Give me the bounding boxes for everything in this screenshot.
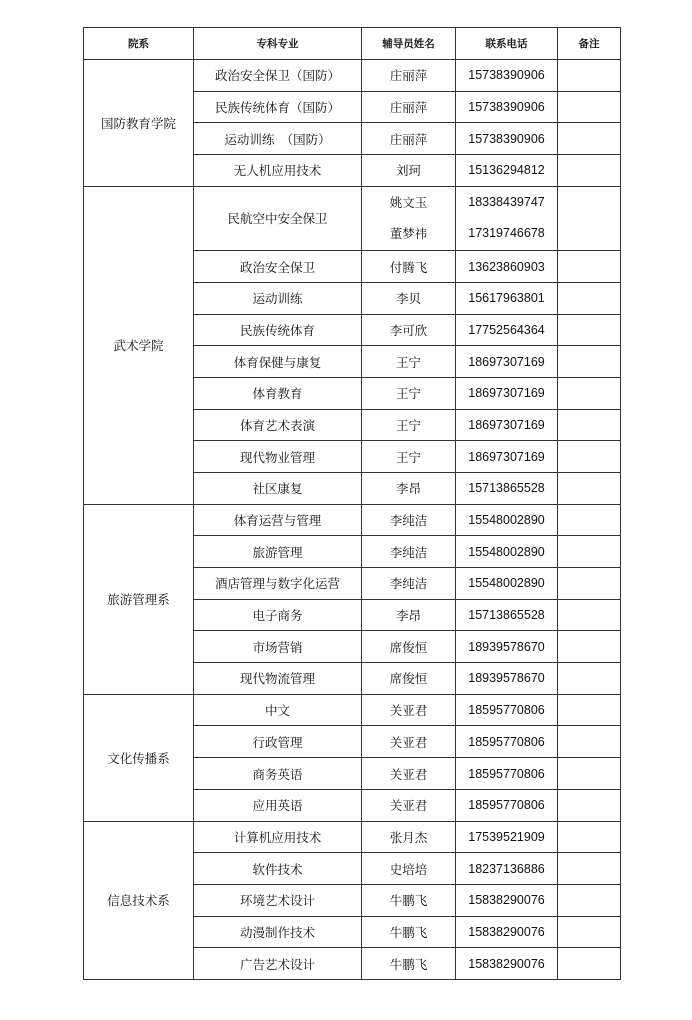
advisor-name: 董梦祎 [389, 226, 428, 242]
note-cell [558, 314, 621, 346]
major-cell: 应用英语 [194, 789, 362, 821]
note-cell [558, 155, 621, 187]
major-cell: 社区康复 [194, 472, 362, 504]
note-cell [558, 884, 621, 916]
phone-cell: 18939578670 [456, 631, 558, 663]
major-cell: 电子商务 [194, 599, 362, 631]
advisor-cell: 庄丽萍 [362, 91, 456, 123]
phone-cell: 15548002890 [456, 568, 558, 600]
header-major: 专科专业 [194, 28, 362, 60]
phone-cell: 18939578670 [456, 663, 558, 695]
phone-cell: 17539521909 [456, 821, 558, 853]
phone-cell: 18595770806 [456, 726, 558, 758]
header-advisor: 辅导员姓名 [362, 28, 456, 60]
major-cell: 体育运营与管理 [194, 504, 362, 536]
major-cell: 酒店管理与数字化运营 [194, 568, 362, 600]
phone-cell: 15713865528 [456, 472, 558, 504]
note-cell [558, 853, 621, 885]
major-cell: 广告艺术设计 [194, 948, 362, 980]
note-cell [558, 916, 621, 948]
advisor-cell: 关亚君 [362, 726, 456, 758]
advisor-cell: 庄丽萍 [362, 123, 456, 155]
phone-cell: 15548002890 [456, 504, 558, 536]
advisor-cell: 史培培 [362, 853, 456, 885]
note-cell [558, 251, 621, 283]
table-body [84, 60, 621, 980]
note-cell [558, 663, 621, 695]
phone-cell: 18697307169 [456, 346, 558, 378]
note-cell [558, 60, 621, 92]
department-cell: 文化传播系 [84, 694, 194, 821]
note-cell [558, 948, 621, 980]
phone-cell: 15617963801 [456, 282, 558, 314]
phone-cell: 18595770806 [456, 789, 558, 821]
advisor-phone: 18338439747 [468, 194, 545, 209]
table-row [84, 694, 621, 726]
note-cell [558, 346, 621, 378]
advisor-cell: 王宁 [362, 377, 456, 409]
department-cell: 旅游管理系 [84, 504, 194, 694]
note-cell [558, 821, 621, 853]
advisor-name: 姚文玉 [389, 194, 428, 210]
advisor-cell: 李昂 [362, 599, 456, 631]
phone-cell: 15838290076 [456, 948, 558, 980]
major-cell: 现代物业管理 [194, 441, 362, 473]
major-cell: 民族传统体育 [194, 314, 362, 346]
advisor-cell: 李纯洁 [362, 568, 456, 600]
note-cell [558, 91, 621, 123]
note-cell [558, 726, 621, 758]
advisor-cell: 牛鹏飞 [362, 948, 456, 980]
advisor-cell: 刘珂 [362, 155, 456, 187]
major-cell: 体育教育 [194, 377, 362, 409]
advisor-cell: 王宁 [362, 441, 456, 473]
note-cell [558, 599, 621, 631]
advisor-cell: 王宁 [362, 409, 456, 441]
major-cell: 无人机应用技术 [194, 155, 362, 187]
major-cell: 市场营销 [194, 631, 362, 663]
note-cell [558, 377, 621, 409]
note-cell [558, 758, 621, 790]
major-cell: 政治安全保卫（国防） [194, 60, 362, 92]
phone-cell: 18697307169 [456, 441, 558, 473]
advisor-cell: 关亚君 [362, 694, 456, 726]
major-cell: 政治安全保卫 [194, 251, 362, 283]
major-cell: 旅游管理 [194, 536, 362, 568]
advisor-cell: 席俊恒 [362, 631, 456, 663]
table-row [84, 821, 621, 853]
phone-cell: 18697307169 [456, 409, 558, 441]
header-row [84, 28, 621, 60]
advisor-cell: 付腾飞 [362, 251, 456, 283]
advisor-cell: 庄丽萍 [362, 60, 456, 92]
major-cell: 民族传统体育（国防） [194, 91, 362, 123]
advisor-cell: 李昂 [362, 472, 456, 504]
note-cell [558, 694, 621, 726]
note-cell [558, 504, 621, 536]
note-cell [558, 409, 621, 441]
note-cell [558, 631, 621, 663]
note-cell [558, 186, 621, 250]
advisor-cell: 李纯洁 [362, 536, 456, 568]
phone-cell: 18697307169 [456, 377, 558, 409]
phone-cell: 15738390906 [456, 60, 558, 92]
major-cell: 动漫制作技术 [194, 916, 362, 948]
table-row [84, 60, 621, 92]
note-cell [558, 789, 621, 821]
phone-cell: 18595770806 [456, 694, 558, 726]
note-cell [558, 282, 621, 314]
department-cell: 武术学院 [84, 186, 194, 504]
phone-cell: 17752564364 [456, 314, 558, 346]
note-cell [558, 123, 621, 155]
advisor-cell: 牛鹏飞 [362, 916, 456, 948]
phone-cell: 18595770806 [456, 758, 558, 790]
advisor-cell: 王宁 [362, 346, 456, 378]
phone-cell: 15738390906 [456, 91, 558, 123]
major-cell: 商务英语 [194, 758, 362, 790]
advisor-cell [362, 186, 456, 250]
table-row [84, 186, 621, 250]
phone-cell: 13623860903 [456, 251, 558, 283]
header-department: 院系 [84, 28, 194, 60]
major-cell: 体育保健与康复 [194, 346, 362, 378]
advisor-cell: 牛鹏飞 [362, 884, 456, 916]
phone-cell: 15713865528 [456, 599, 558, 631]
phone-cell: 15548002890 [456, 536, 558, 568]
advisor-contact-table [83, 27, 621, 980]
advisor-cell: 李可欣 [362, 314, 456, 346]
major-cell: 运动训练 [194, 282, 362, 314]
phone-cell [456, 186, 558, 250]
header-phone: 联系电话 [456, 28, 558, 60]
phone-cell: 15136294812 [456, 155, 558, 187]
major-cell: 运动训练 （国防） [194, 123, 362, 155]
note-cell [558, 536, 621, 568]
advisor-cell: 李贝 [362, 282, 456, 314]
phone-cell: 15838290076 [456, 884, 558, 916]
major-cell: 现代物流管理 [194, 663, 362, 695]
department-cell: 国防教育学院 [84, 60, 194, 187]
major-cell: 环境艺术设计 [194, 884, 362, 916]
major-cell: 体育艺术表演 [194, 409, 362, 441]
major-cell: 计算机应用技术 [194, 821, 362, 853]
phone-cell: 15838290076 [456, 916, 558, 948]
advisor-cell: 张月杰 [362, 821, 456, 853]
advisor-cell: 关亚君 [362, 789, 456, 821]
phone-cell: 18237136886 [456, 853, 558, 885]
advisor-cell: 席俊恒 [362, 663, 456, 695]
advisor-phone: 17319746678 [468, 226, 545, 241]
phone-cell: 15738390906 [456, 123, 558, 155]
major-cell: 软件技术 [194, 853, 362, 885]
major-cell: 民航空中安全保卫 [194, 186, 362, 250]
table-row [84, 504, 621, 536]
note-cell [558, 568, 621, 600]
note-cell [558, 472, 621, 504]
department-cell: 信息技术系 [84, 821, 194, 979]
advisor-cell: 李纯洁 [362, 504, 456, 536]
advisor-cell: 关亚君 [362, 758, 456, 790]
header-note: 备注 [558, 28, 621, 60]
note-cell [558, 441, 621, 473]
major-cell: 中文 [194, 694, 362, 726]
major-cell: 行政管理 [194, 726, 362, 758]
